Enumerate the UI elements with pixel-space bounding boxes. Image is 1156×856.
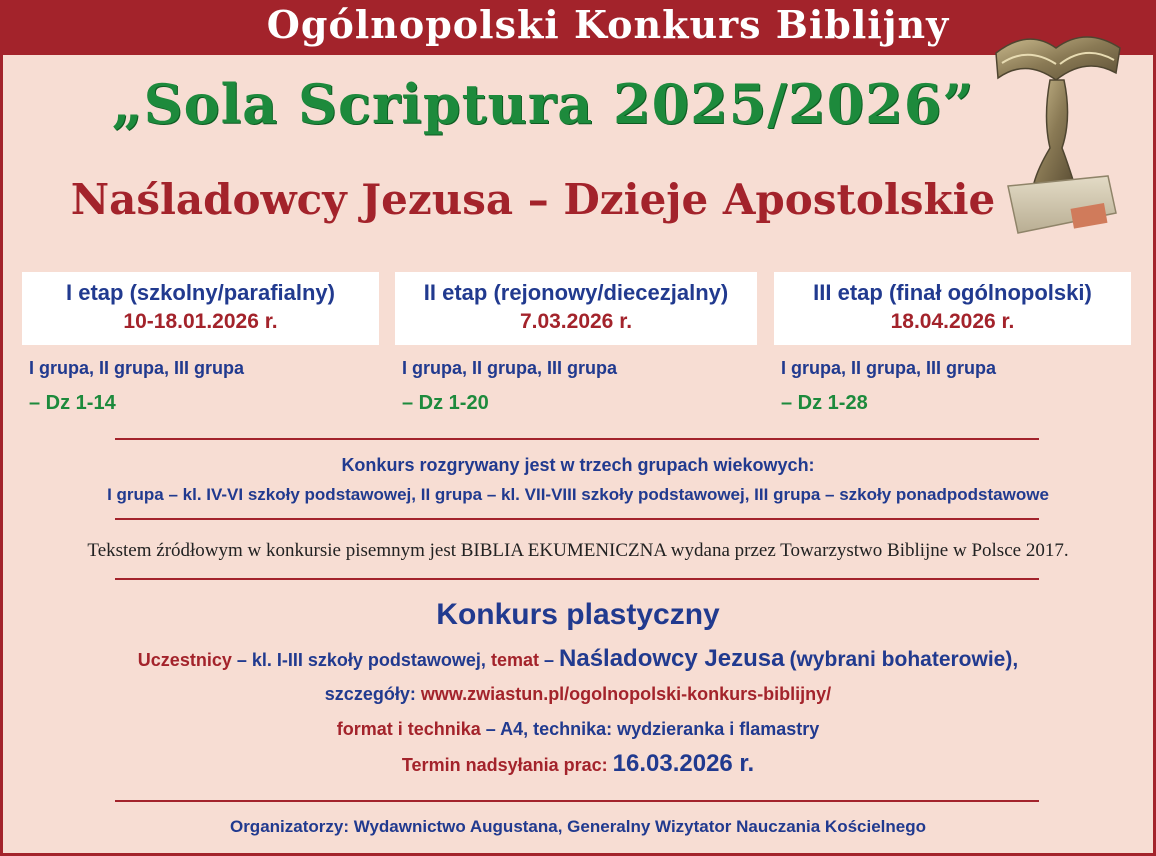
art-format-line [3, 719, 1153, 740]
stage-2-groups: I grupa, II grupa, III grupa [402, 358, 618, 378]
stage-1-name: I etap (szkolny/parafialny) [66, 280, 335, 305]
deadline-label: Termin nadsyłania prac: [401, 755, 608, 775]
art-deadline-line [3, 750, 1153, 778]
stage-3-groups: I grupa, II grupa, III grupa [781, 358, 997, 378]
topic-note: (wybrani bohaterowie), [789, 648, 1019, 671]
art-details-line [3, 684, 1153, 705]
topic-label: temat [490, 650, 539, 670]
stage-1-range: – Dz 1-14 [29, 392, 116, 414]
age-groups-text: I grupa – kl. IV-VI szkoły podstawowej, II grupa – kl. VII-VIII szkoły podstawowej, III grupa – szkoły ponadpodstawowe [107, 485, 1049, 504]
format-label: format i technika [336, 719, 481, 739]
participants-value: – kl. I-III szkoły podstawowej, [236, 650, 486, 670]
art-participants-line [3, 645, 1153, 673]
organizers: Organizatorzy: Wydawnictwo Augustana, Generalny Wizytator Nauczania Kościelnego [229, 817, 927, 836]
divider [115, 518, 1039, 520]
details-link[interactable]: www.zwiastun.pl/ogolnopolski-konkurs-biblijny/ [420, 684, 832, 704]
divider [115, 438, 1039, 440]
age-groups-title: Konkurs rozgrywany jest w trzech grupach wiekowych: [341, 455, 815, 475]
topic-dash: – [543, 650, 554, 670]
stage-2-range: – Dz 1-20 [402, 392, 489, 414]
stage-2-name: II etap (rejonowy/diecezjalny) [423, 280, 729, 305]
stage-3-date: 18.04.2026 r. [890, 310, 1015, 333]
stage-2-box [395, 272, 757, 345]
participants-label: Uczestnicy [137, 650, 232, 670]
divider [115, 800, 1039, 802]
stage-3-box [774, 272, 1131, 345]
format-value: – A4, technika: wydzieranka i flamastry [485, 719, 820, 739]
deadline-value: 16.03.2026 r. [612, 750, 755, 777]
top-title: Ogólnopolski Konkurs Biblijny [266, 2, 950, 47]
source-text: Tekstem źródłowym w konkursie pisemnym jest BIBLIA EKUMENICZNA wydana przez Towarzystwo Biblijne w Polsce 2017. [87, 540, 1069, 561]
topic-value: Naśladowcy Jezusa [559, 645, 785, 672]
stage-1-date: 10-18.01.2026 r. [123, 310, 278, 333]
art-contest-title: Konkurs plastyczny [436, 598, 720, 631]
details-label: szczegóły: [324, 684, 416, 704]
stage-2-date: 7.03.2026 r. [519, 310, 633, 333]
competition-name: „Sola Scriptura 2025/2026” [111, 72, 975, 136]
subtitle: Naśladowcy Jezusa – Dzieje Apostolskie [70, 175, 996, 224]
stage-1-box [22, 272, 379, 345]
stage-3-range: – Dz 1-28 [781, 392, 868, 414]
stage-3-name: III etap (finał ogólnopolski) [813, 280, 1092, 305]
stage-1-groups: I grupa, II grupa, III grupa [29, 358, 245, 378]
divider [115, 578, 1039, 580]
